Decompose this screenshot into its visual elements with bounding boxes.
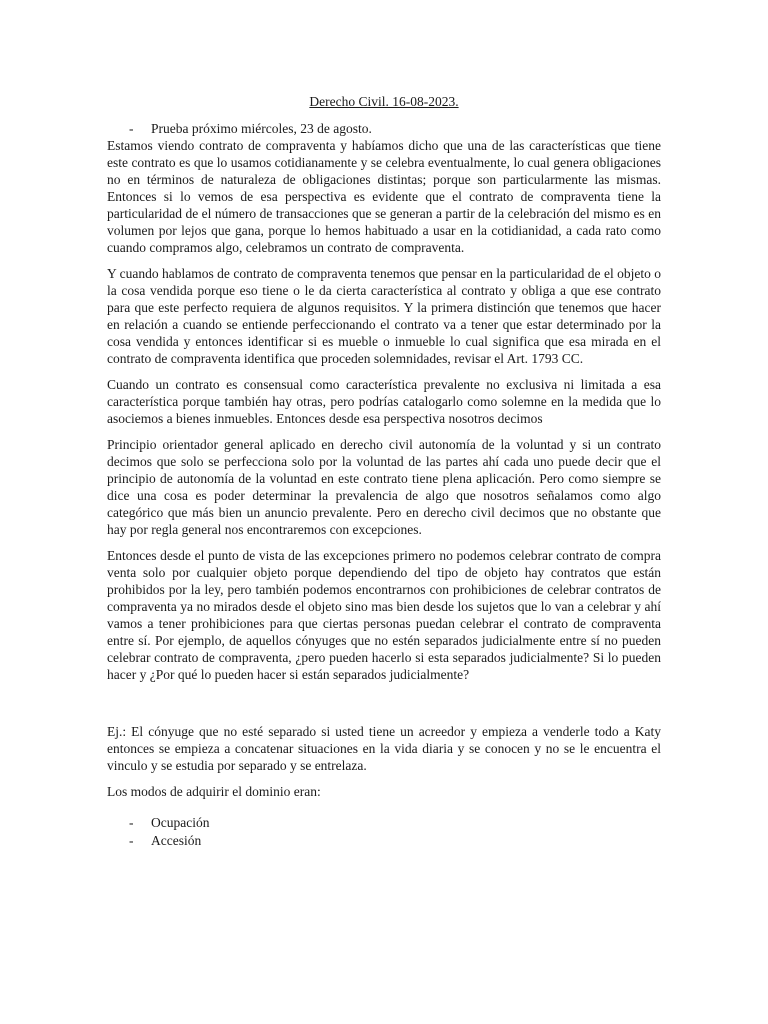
paragraph-objeto-vendido: Y cuando hablamos de contrato de compraventa tenemos que pensar en la particularidad de el objeto o la cosa vendida porque eso tiene o le da cierta característica al contrato y obliga a que ese contrato para que este perfecto requiera de algunos requisitos. Y la primera distinción que tenemos que hacer en relación a cuando se entiende perfeccionando el contrato va a tener que estar determinado por la cosa vendida y entonces identificar si es mueble o inmueble lo cual significa que esa mirada en el contrato de compraventa identifica que proceden solemnidades, revisar el Art. 1793 CC. xyxy=(107,266,661,366)
list-item-text: Accesión xyxy=(151,833,202,848)
dash-bullet: - xyxy=(129,815,134,830)
announcement-list xyxy=(107,120,661,137)
document-body xyxy=(107,93,661,850)
document-title: Derecho Civil. 16-08-2023. xyxy=(309,94,459,109)
dash-bullet: - xyxy=(129,121,134,136)
paragraph-compraventa-intro: Estamos viendo contrato de compraventa y habíamos dicho que una de las características que tiene este contrato es que lo usamos cotidianamente y se celebra eventualmente, lo cual genera obligaciones no en términos de naturaleza de obligaciones distintas; porque son particularmente las mismas. Entonces si lo vemos de esa perspectiva es evidente que el contrato de compraventa tiene la particularidad de el número de transacciones que se generan a partir de la celebración del mismo es en volumen por lejos que gana, porque lo hemos habituado a usar en la cotidianidad, a cada rato como cuando compramos algo, celebramos un contrato de compraventa. xyxy=(107,138,661,255)
paragraph-excepciones: Entonces desde el punto de vista de las excepciones primero no podemos celebrar contrato de compra venta solo por cualquier objeto porque dependiendo del tipo de objeto hay contratos que están prohibidos por la ley, pero también podemos encontrarnos con prohibiciones de celebrar contratos de compraventa ya no mirados desde el objeto sino mas bien desde los sujetos que lo van a celebrar y ahí vamos a tener prohibiciones para que ciertas personas puedan celebrar el contrato de compraventa entre sí. Por ejemplo, de aquellos cónyuges que no estén separados judicialmente entre sí no pueden celebrar contrato de compraventa, ¿pero pueden hacerlo si esta separados judicialmente? Si lo pueden hacer y ¿Por qué lo pueden hacer si están separados judicialmente? xyxy=(107,548,661,682)
paragraph-ejemplo: Ej.: El cónyuge que no esté separado si usted tiene un acreedor y empieza a venderle todo a Katy entonces se empieza a concatenar situaciones en la vida diaria y se conocen y no se le encuentra el vinculo y se estudia por separado y se entrelaza. xyxy=(107,724,661,773)
list-item xyxy=(107,120,661,137)
list-item xyxy=(107,814,661,832)
paragraph-modos-dominio: Los modos de adquirir el dominio eran: xyxy=(107,784,321,799)
list-item-text: Prueba próximo miércoles, 23 de agosto. xyxy=(151,121,372,136)
list-item xyxy=(107,832,661,850)
list-item-text: Ocupación xyxy=(151,815,210,830)
dash-bullet: - xyxy=(129,833,134,848)
paragraph-autonomia-voluntad: Principio orientador general aplicado en derecho civil autonomía de la voluntad y si un contrato decimos que solo se perfecciona solo por la voluntad de las partes ahí cada uno puede decir que el principio de autonomía de la voluntad en este contrato tiene plena aplicación. Pero como siempre se dice una cosa es poder determinar la prevalencia de algo que nosotros señalamos como algo categórico que más bien un anuncio prevalente. Pero en derecho civil decimos que no obstante que hay por regla general nos encontraremos con excepciones. xyxy=(107,437,661,537)
paragraph-contrato-consensual: Cuando un contrato es consensual como característica prevalente no exclusiva ni limitada a esa característica porque también hay otras, pero podrías catalogarlo como solemne en la medida que lo asociemos a bienes inmuebles. Entonces desde esa perspectiva nosotros decimos xyxy=(107,377,661,426)
modes-list xyxy=(107,814,661,850)
